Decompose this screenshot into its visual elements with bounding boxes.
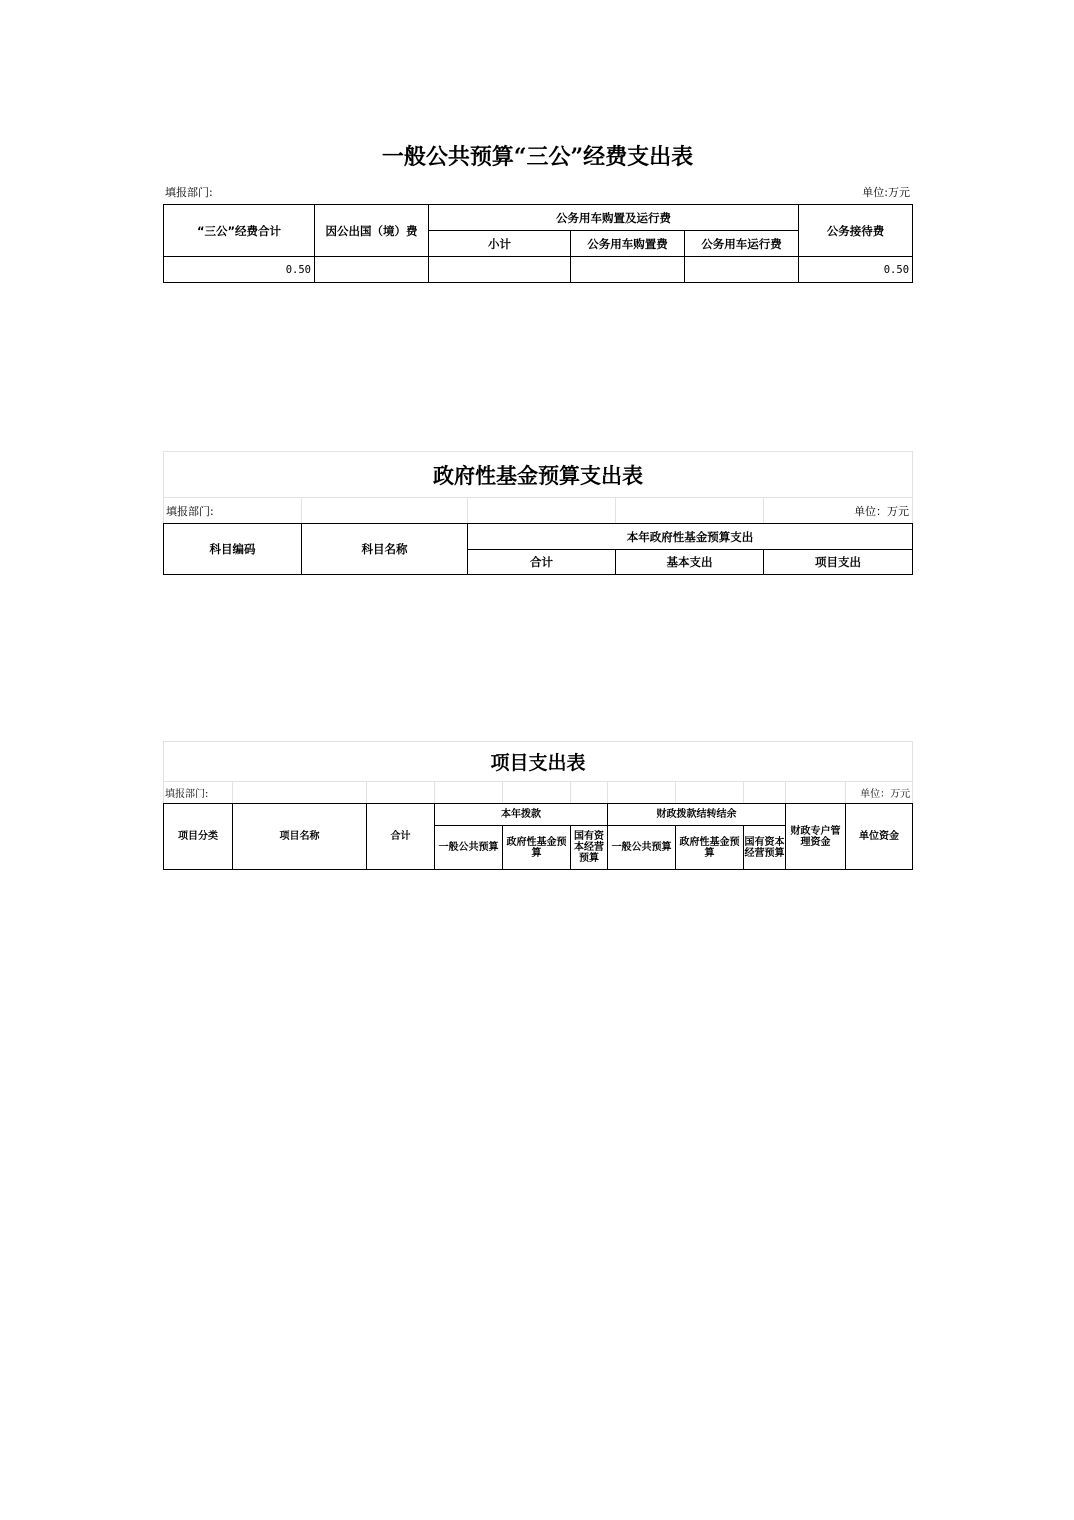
header-balance-group: 财政拨款结转结余 bbox=[608, 804, 786, 826]
table-row bbox=[164, 257, 913, 283]
header-fund: 政府性基金预算 bbox=[503, 826, 571, 870]
header-total: “三公”经费合计 bbox=[164, 205, 315, 257]
project-expense-table bbox=[163, 803, 913, 870]
project-table-frame bbox=[163, 741, 913, 804]
cell-subtotal bbox=[429, 257, 571, 283]
header-project-total: 合计 bbox=[367, 804, 435, 870]
header-project-name: 项目名称 bbox=[233, 804, 367, 870]
table1-dept-label: 填报部门: bbox=[165, 186, 213, 199]
header-subtotal: 小计 bbox=[429, 231, 571, 257]
cell-vehicle-purchase bbox=[571, 257, 685, 283]
header-project: 项目支出 bbox=[764, 550, 913, 575]
header-vehicle-purchase: 公务用车购置费 bbox=[571, 231, 685, 257]
header-name: 科目名称 bbox=[302, 524, 468, 575]
header-general: 一般公共预算 bbox=[435, 826, 503, 870]
header-special: 财政专户管理资金 bbox=[786, 804, 846, 870]
header-vehicle-operation: 公务用车运行费 bbox=[685, 231, 799, 257]
header-category: 项目分类 bbox=[164, 804, 233, 870]
table3-title: 项目支出表 bbox=[164, 742, 913, 782]
header-basic: 基本支出 bbox=[616, 550, 764, 575]
table3-unit-label: 单位：万元 bbox=[846, 782, 913, 804]
table1-title: 一般公共预算“三公”经费支出表 bbox=[381, 144, 694, 170]
header-fund-group: 本年政府性基金预算支出 bbox=[468, 524, 913, 550]
header-unit-funds: 单位资金 bbox=[846, 804, 913, 870]
table1-unit-label: 单位:万元 bbox=[862, 186, 910, 199]
cell-total: 0.50 bbox=[164, 257, 315, 283]
header-code: 科目编码 bbox=[164, 524, 302, 575]
header-vehicle-group: 公务用车购置及运行费 bbox=[429, 205, 799, 231]
header-fund-total: 合计 bbox=[468, 550, 616, 575]
header-abroad: 因公出国（境）费 bbox=[315, 205, 429, 257]
table2-title: 政府性基金预算支出表 bbox=[164, 452, 913, 498]
three-public-expense-table bbox=[163, 204, 913, 283]
table2-unit-label: 单位：万元 bbox=[764, 498, 913, 524]
table2-dept-label: 填报部门: bbox=[164, 498, 302, 524]
header-reception: 公务接待费 bbox=[799, 205, 913, 257]
cell-vehicle-operation bbox=[685, 257, 799, 283]
header-current-group: 本年拨款 bbox=[435, 804, 608, 826]
cell-abroad bbox=[315, 257, 429, 283]
header-state-capital: 国有资本经营预算 bbox=[571, 826, 608, 870]
fund-table-frame bbox=[163, 451, 913, 524]
table3-dept-label: 填报部门: bbox=[164, 782, 233, 804]
header-fund-balance: 政府性基金预算 bbox=[676, 826, 744, 870]
header-general-balance: 一般公共预算 bbox=[608, 826, 676, 870]
government-fund-expense-table bbox=[163, 523, 913, 575]
header-state-capital-balance: 国有资本经营预算 bbox=[744, 826, 786, 870]
cell-reception: 0.50 bbox=[799, 257, 913, 283]
